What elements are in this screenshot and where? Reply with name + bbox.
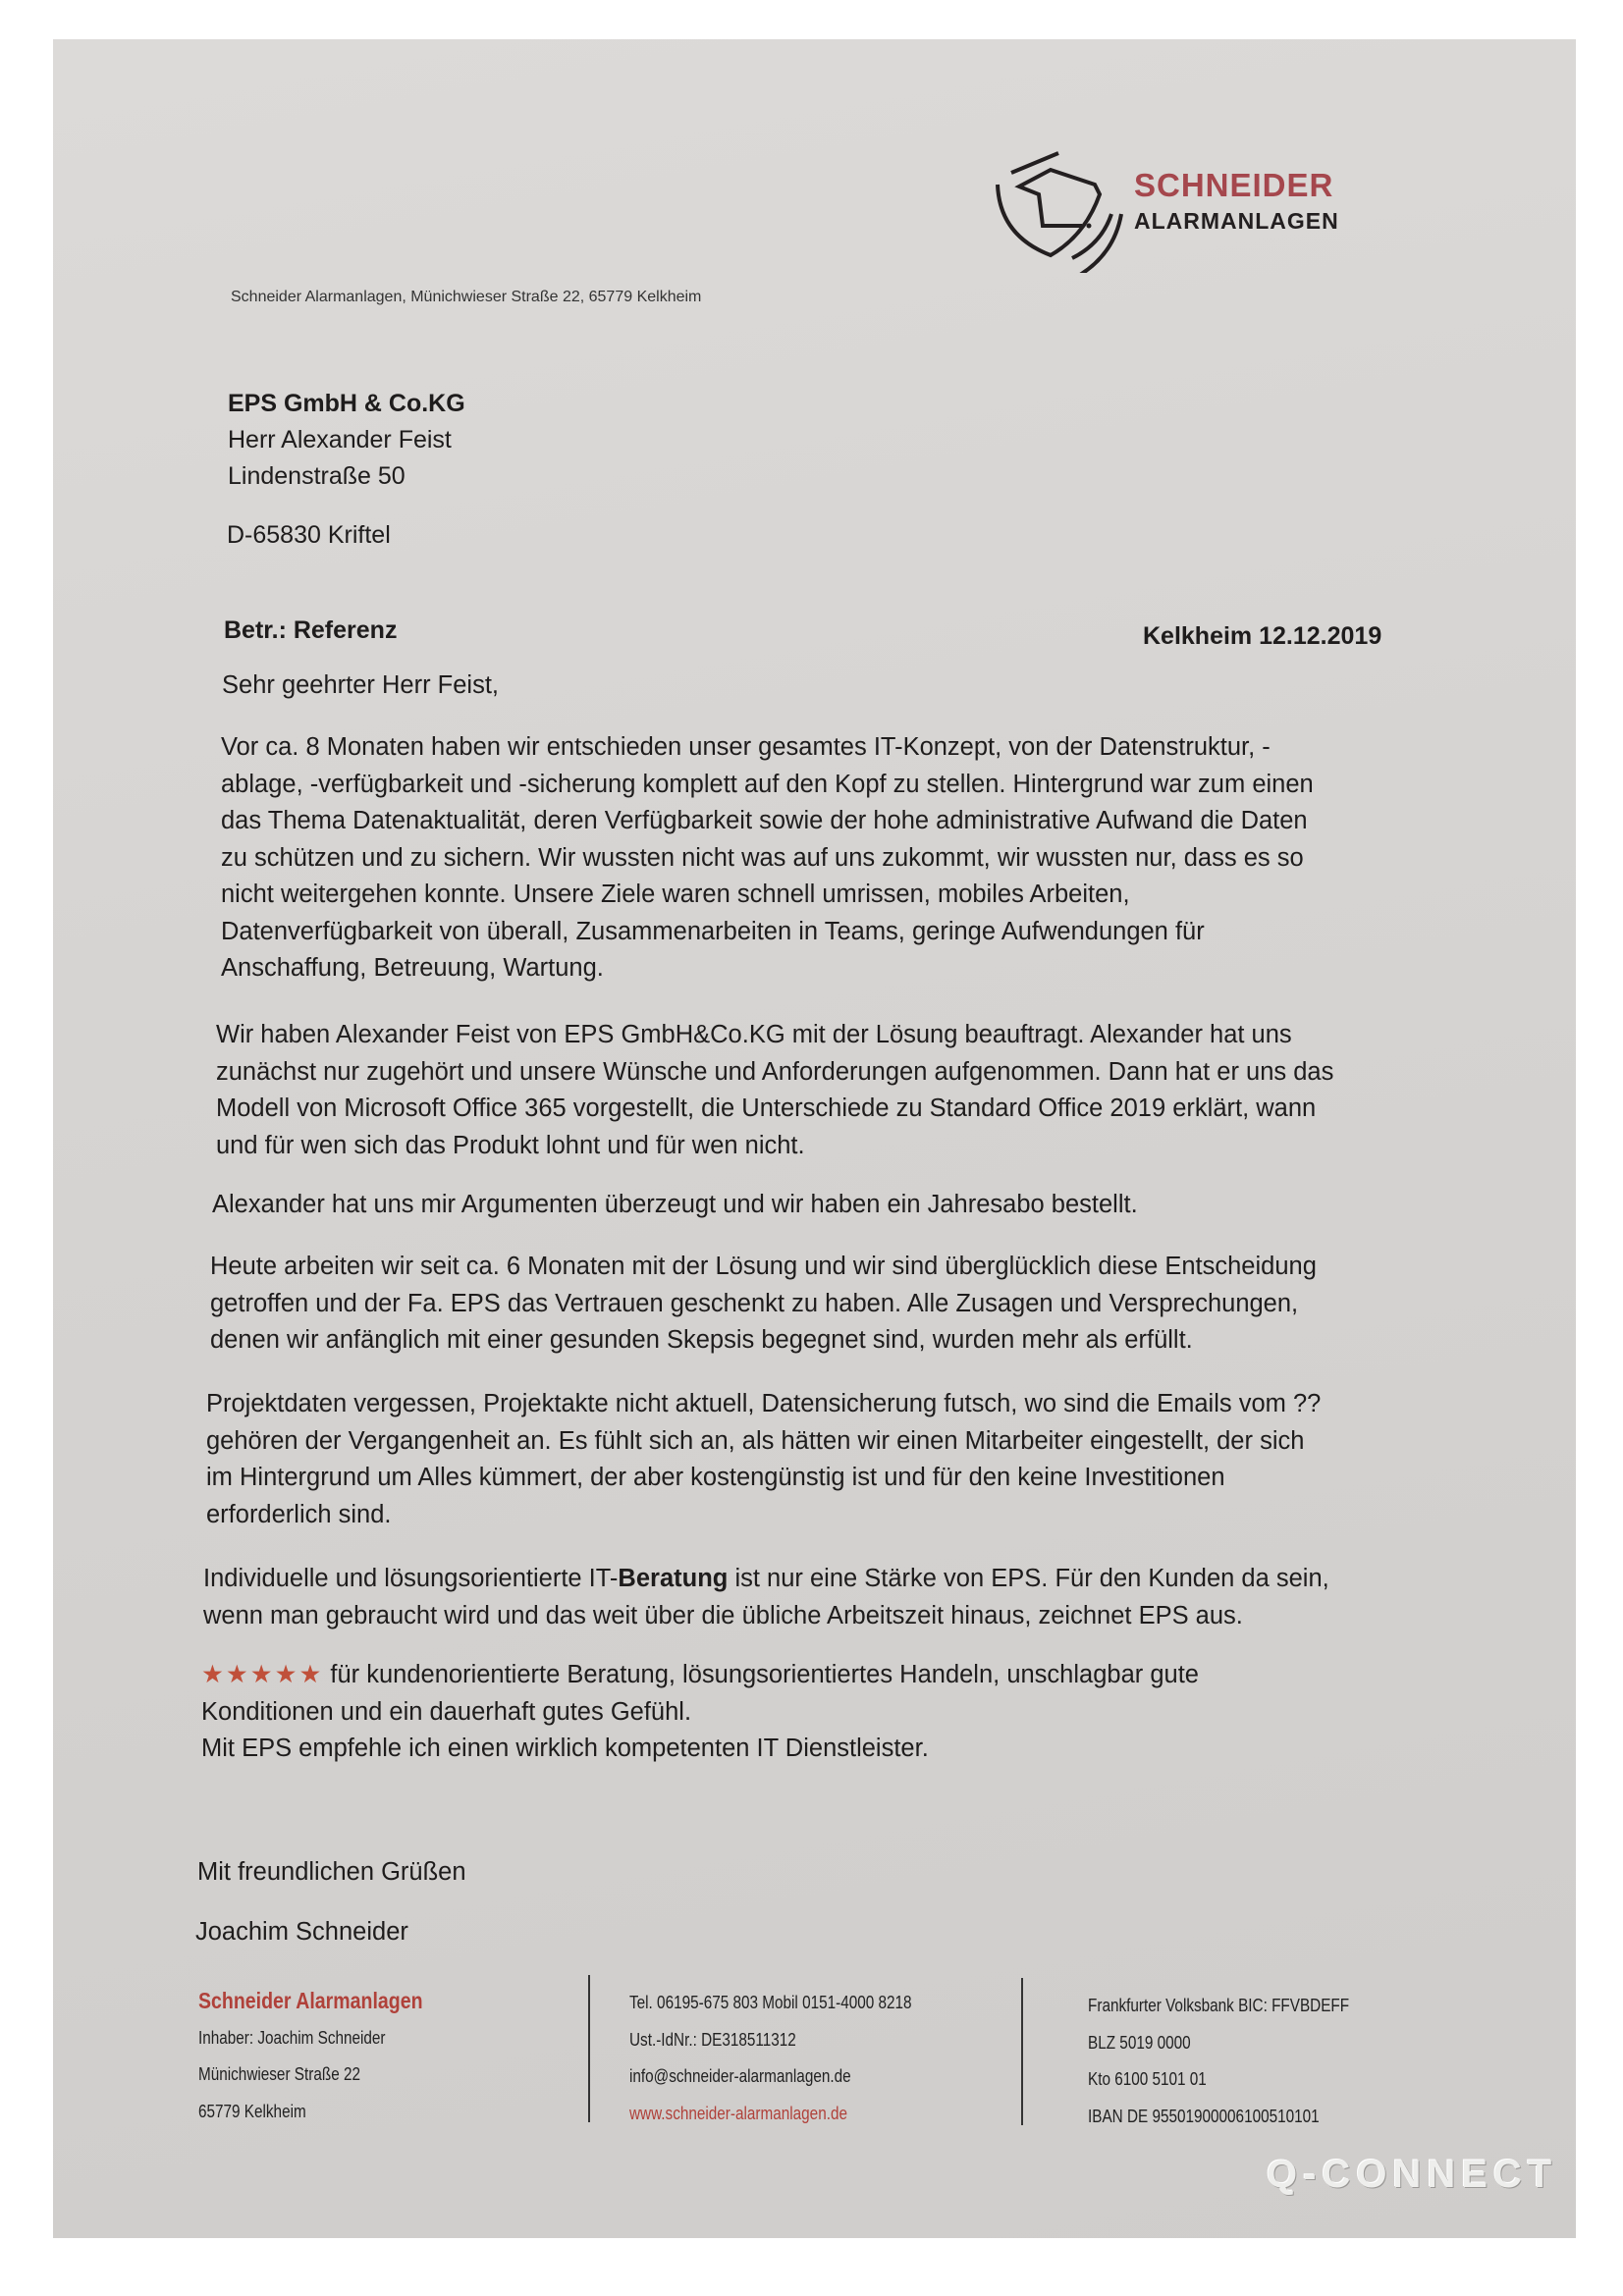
footer-contact-column bbox=[629, 1985, 912, 2132]
text-line: nicht weitergehen konnte. Unsere Ziele waren schnell umrissen, mobiles Arbeiten, bbox=[221, 881, 1130, 908]
text-line: Heute arbeiten wir seit ca. 6 Monaten mit der Lösung und wir sind überglücklich diese Entscheidung bbox=[210, 1253, 1317, 1280]
embossed-watermark: Q-CONNECT bbox=[1267, 2153, 1558, 2196]
footer-divider bbox=[1021, 1978, 1023, 2125]
footer-email-link[interactable]: info@schneider-alarmanlagen.de bbox=[629, 2066, 851, 2086]
text-line: getroffen und der Fa. EPS das Vertrauen geschenkt zu haben. Alle Zusagen und Versprechungen, bbox=[210, 1289, 1299, 1317]
sender-line: Schneider Alarmanlagen, Münichwieser Straße 22, 65779 Kelkheim bbox=[231, 289, 702, 305]
paragraph-2 bbox=[216, 1017, 1333, 1164]
text-line: im Hintergrund um Alles kümmert, der aber kostengünstig ist und für den keine Investitionen bbox=[206, 1464, 1225, 1491]
text-line: Konditionen und ein dauerhaft gutes Gefühl. bbox=[201, 1697, 692, 1726]
text-line: Mit EPS empfehle ich einen wirklich kompetenten IT Dienstleister. bbox=[201, 1735, 929, 1762]
recipient-city: D-65830 Kriftel bbox=[227, 521, 391, 549]
footer-company-name: Schneider Alarmanlagen bbox=[198, 1988, 423, 2013]
footer-divider bbox=[588, 1975, 590, 2122]
text-line: Projektdaten vergessen, Projektakte nicht aktuell, Datensicherung futsch, wo sind die Emails vom ?? bbox=[206, 1390, 1322, 1417]
subject-line: Betr.: Referenz bbox=[224, 616, 398, 644]
five-star-rating-icon: ★★★★★ bbox=[201, 1661, 324, 1688]
footer-iban: IBAN DE 95501900006100510101 bbox=[1088, 2106, 1320, 2126]
paragraph-5 bbox=[206, 1386, 1321, 1533]
text-line: Modell von Microsoft Office 365 vorgestellt, die Unterschiede zu Standard Office 2019 erklärt, wann bbox=[216, 1095, 1317, 1122]
footer-account: Kto 6100 5101 01 bbox=[1088, 2069, 1207, 2089]
logo-text-schneider: SCHNEIDER bbox=[1134, 167, 1334, 203]
bold-word: Beratung bbox=[618, 1565, 729, 1592]
text-line: ablage, -verfügbarkeit und -sicherung komplett auf den Kopf zu stellen. Hintergrund war zum einen bbox=[221, 770, 1314, 798]
text-line: wenn man gebraucht wird und das weit über die übliche Arbeitszeit hinaus, zeichnet EPS aus. bbox=[203, 1601, 1243, 1629]
closing: Mit freundlichen Grüßen bbox=[197, 1858, 466, 1886]
text-line: erforderlich sind. bbox=[206, 1500, 392, 1528]
footer-bank-column bbox=[1088, 1988, 1349, 2135]
paragraph-3 bbox=[212, 1187, 1138, 1224]
footer-city: 65779 Kelkheim bbox=[198, 2101, 306, 2121]
text-line: zunächst nur zugehört und unsere Wünsche und Anforderungen aufgenommen. Dann hat er uns das bbox=[216, 1057, 1334, 1086]
paragraph-6 bbox=[203, 1561, 1329, 1634]
logo-text-alarmanlagen: ALARMANLAGEN bbox=[1134, 208, 1339, 234]
text-segment: ist nur eine Stärke von EPS. Für den Kunden da sein, bbox=[728, 1565, 1329, 1592]
recipient-person: Herr Alexander Feist bbox=[228, 426, 452, 454]
text-line: Anschaffung, Betreuung, Wartung. bbox=[221, 954, 604, 982]
paragraph-4 bbox=[210, 1249, 1317, 1360]
recipient-street: Lindenstraße 50 bbox=[228, 462, 406, 490]
text-line: zu schützen und zu sichern. Wir wussten nicht was auf uns zukommt, wir wussten nur, dass es so bbox=[221, 843, 1304, 872]
text-line: Alexander hat uns mir Argumenten überzeugt und wir haben ein Jahresabo bestellt. bbox=[212, 1191, 1138, 1218]
footer-company-column bbox=[198, 1983, 423, 2130]
footer-website-link[interactable]: www.schneider-alarmanlagen.de bbox=[629, 2103, 847, 2123]
text-line: denen wir anfänglich mit einer gesunden Skepsis begegnet sind, wurden mehr als erfüllt. bbox=[210, 1326, 1193, 1354]
text-line: Datenverfügbarkeit von überall, Zusammenarbeiten in Teams, geringe Aufwendungen für bbox=[221, 917, 1205, 945]
footer-blz: BLZ 5019 0000 bbox=[1088, 2032, 1191, 2053]
letter-date: Kelkheim 12.12.2019 bbox=[1143, 622, 1382, 650]
footer-owner: Inhaber: Joachim Schneider bbox=[198, 2027, 386, 2048]
text-segment: für kundenorientierte Beratung, lösungsorientiertes Handeln, unschlagbar gute bbox=[323, 1661, 1199, 1688]
footer-phone: Tel. 06195-675 803 Mobil 0151-4000 8218 bbox=[629, 1993, 912, 2012]
footer-vat-id: Ust.-IdNr.: DE318511312 bbox=[629, 2029, 796, 2050]
recipient-company: EPS GmbH & Co.KG bbox=[228, 390, 465, 417]
signer-name: Joachim Schneider bbox=[195, 1918, 408, 1946]
text-line: Vor ca. 8 Monaten haben wir entschieden unser gesamtes IT-Konzept, von der Datenstruktur, - bbox=[221, 733, 1271, 761]
text-line: Wir haben Alexander Feist von EPS GmbH&Co.KG mit der Lösung beauftragt. Alexander hat uns bbox=[216, 1021, 1292, 1048]
shield-house-logo-icon bbox=[992, 145, 1129, 273]
text-line: gehören der Vergangenheit an. Es fühlt sich an, als hätten wir einen Mitarbeiter eingestellt, der sich bbox=[206, 1426, 1305, 1455]
salutation: Sehr geehrter Herr Feist, bbox=[222, 671, 500, 699]
paragraph-7 bbox=[201, 1657, 1199, 1768]
text-line: das Thema Datenaktualität, deren Verfügbarkeit sowie der hohe administrative Aufwand die Daten bbox=[221, 807, 1308, 834]
text-line: und für wen sich das Produkt lohnt und für wen nicht. bbox=[216, 1131, 805, 1159]
footer-street: Münichwieser Straße 22 bbox=[198, 2064, 360, 2084]
footer-bank-bic: Frankfurter Volksbank BIC: FFVBDEFF bbox=[1088, 1996, 1350, 2015]
paragraph-1 bbox=[221, 729, 1314, 988]
text-segment: Individuelle und lösungsorientierte IT- bbox=[203, 1565, 619, 1592]
